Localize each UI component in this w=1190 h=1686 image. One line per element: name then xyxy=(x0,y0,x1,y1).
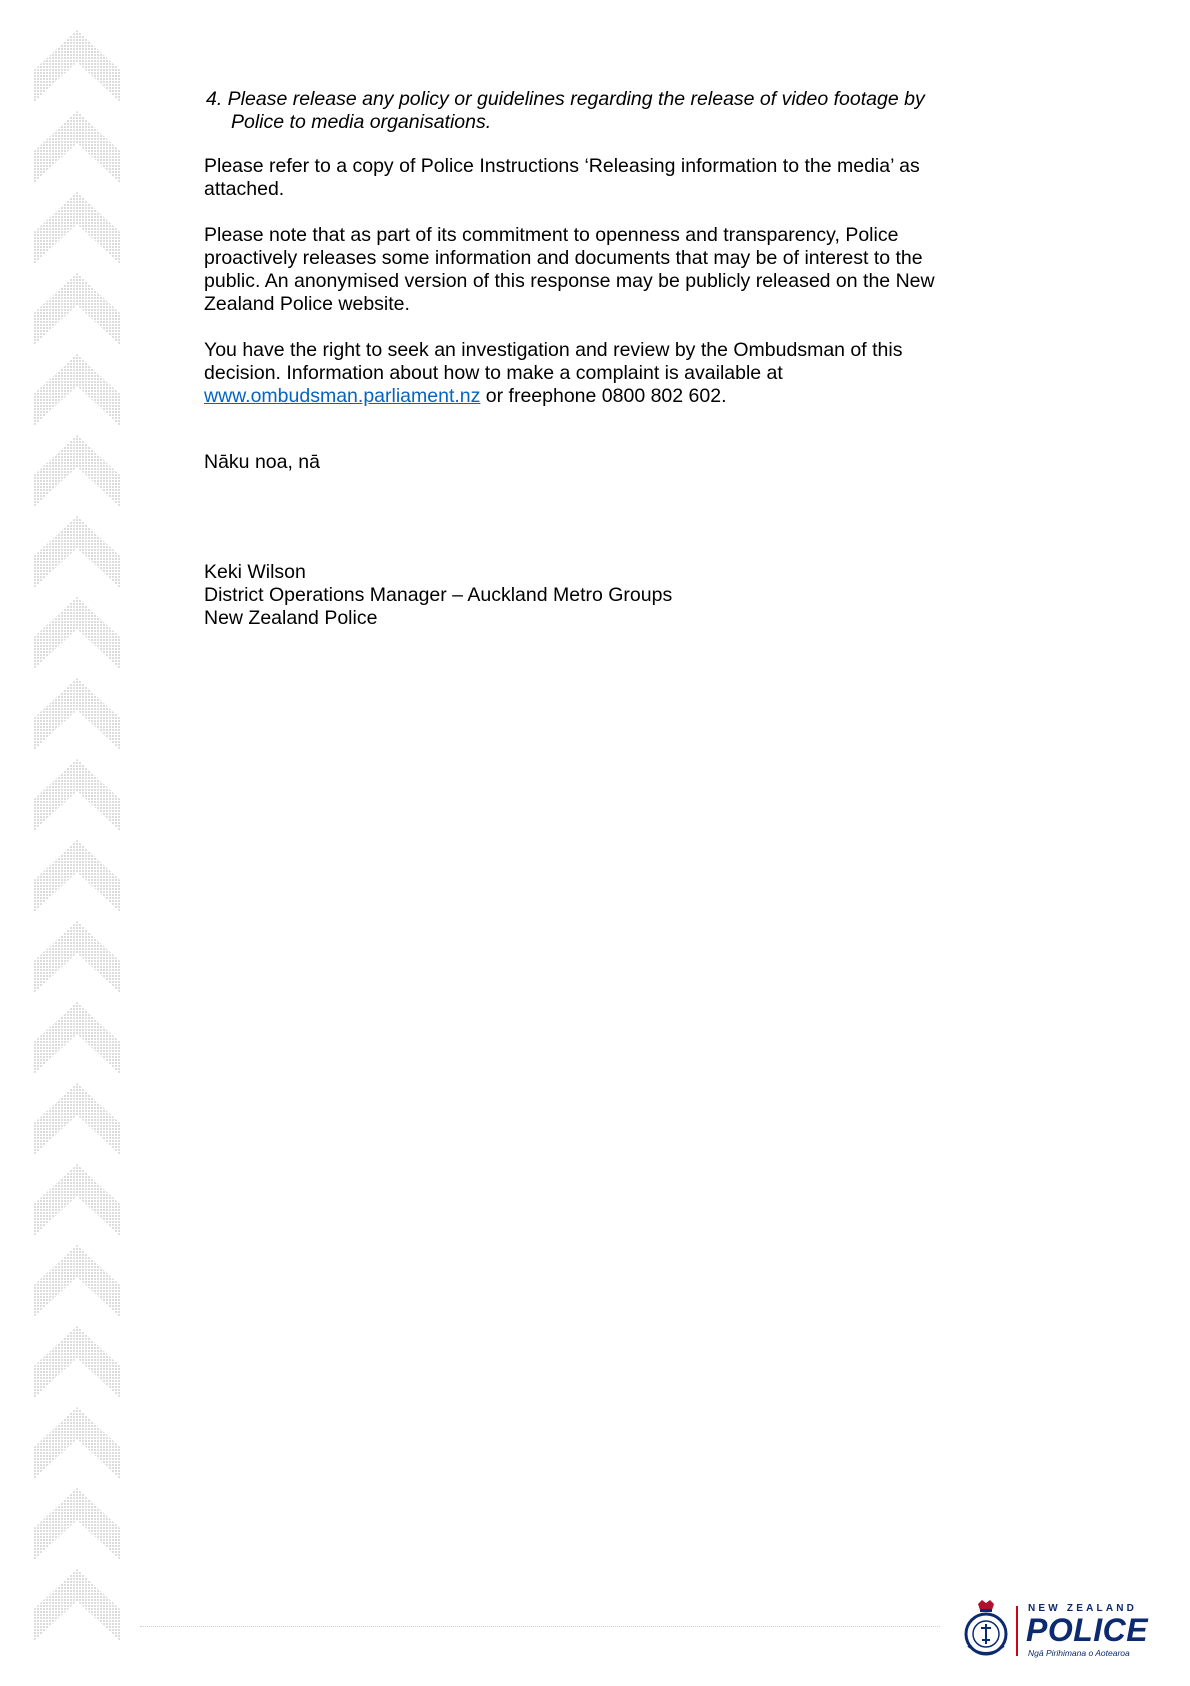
closing-salutation: Nāku noa, nā xyxy=(204,451,321,473)
proactive-release-paragraph: Please note that as part of its commitment to openness and transparency, Police proactively releases some information and documents that may be of interest to the public. An anonymised version of this response may be publicly released on the New Zealand Police website. xyxy=(204,224,935,315)
chevron-shape xyxy=(34,435,120,507)
signatory-organisation: New Zealand Police xyxy=(204,607,378,629)
chevron-shape xyxy=(34,678,120,750)
signature-block xyxy=(204,561,974,630)
freephone-text: or freephone 0800 802 602. xyxy=(480,385,727,407)
request-item-4-line1: 4. Please release any policy or guidelines regarding the release of video footage by xyxy=(206,88,925,110)
chevron-shape xyxy=(34,30,120,102)
chevron-shape xyxy=(34,1407,120,1479)
signatory-title: District Operations Manager – Auckland Metro Groups xyxy=(204,584,673,606)
chevron-shape xyxy=(34,759,120,831)
nz-police-logo xyxy=(962,1598,1152,1662)
chevron-shape xyxy=(34,354,120,426)
chevron-shape xyxy=(34,1002,120,1074)
chevron-shape xyxy=(34,192,120,264)
signatory-name: Keki Wilson xyxy=(204,561,306,583)
ombudsman-link[interactable]: www.ombudsman.parliament.nz xyxy=(204,385,481,407)
chevron-shape xyxy=(34,921,120,993)
ombudsman-paragraph xyxy=(204,339,974,408)
logo-maori-subtitle: Ngā Pirihimana o Aotearoa xyxy=(1028,1648,1130,1658)
refer-paragraph: Please refer to a copy of Police Instructions ‘Releasing information to the media’ as attached. xyxy=(204,155,920,200)
logo-country-text: NEW ZEALAND xyxy=(1028,1603,1138,1614)
request-item-4 xyxy=(206,88,974,134)
chevron-shape xyxy=(34,1488,120,1560)
decorative-chevron-strip xyxy=(34,30,120,1662)
footer-divider xyxy=(140,1626,940,1627)
chevron-shape xyxy=(34,1569,120,1641)
logo-wordmark: POLICE xyxy=(1026,1612,1149,1648)
chevron-shape xyxy=(34,1245,120,1317)
chevron-shape xyxy=(34,597,120,669)
request-item-4-line2: Police to media organisations. xyxy=(231,111,492,133)
letter-body xyxy=(204,88,974,630)
chevron-shape xyxy=(34,273,120,345)
chevron-shape xyxy=(34,840,120,912)
chevron-shape xyxy=(34,516,120,588)
ombudsman-text: You have the right to seek an investigation and review by the Ombudsman of this decision. Information about how to make a complaint is available at xyxy=(204,339,903,384)
chevron-shape xyxy=(34,1164,120,1236)
chevron-shape xyxy=(34,111,120,183)
chevron-shape xyxy=(34,1083,120,1155)
police-crest-icon xyxy=(962,1598,1010,1662)
chevron-shape xyxy=(34,1326,120,1398)
logo-divider xyxy=(1016,1606,1018,1656)
